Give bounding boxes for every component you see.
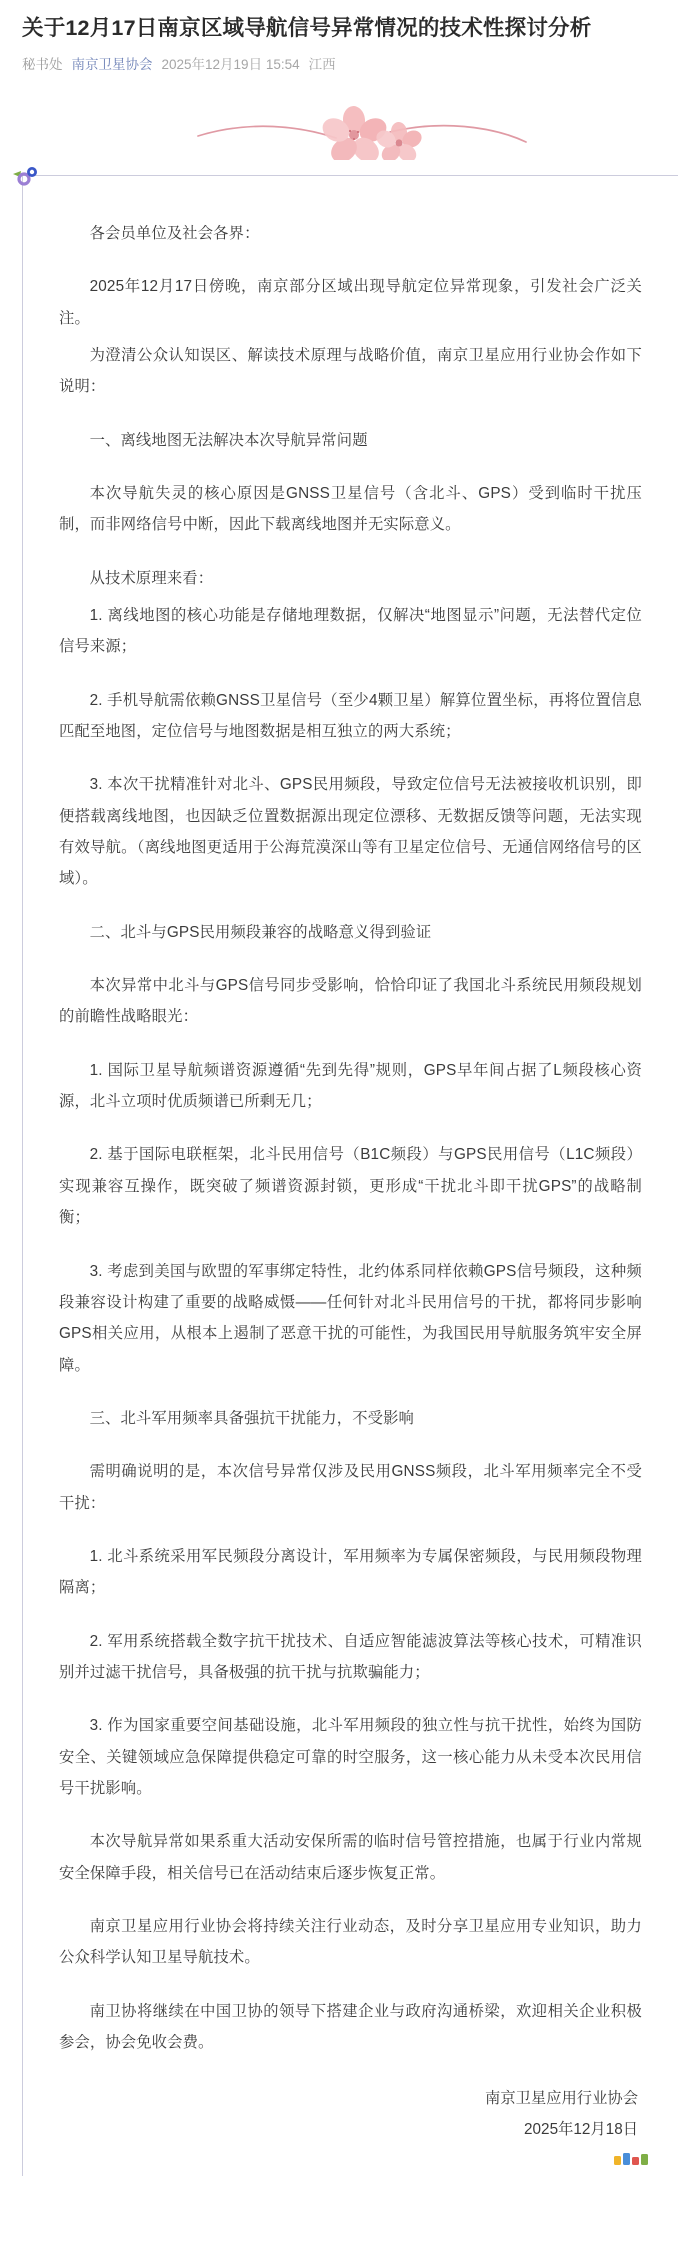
cherry-blossom-icon bbox=[140, 98, 560, 160]
section-2-heading: 二、北斗与GPS民用频段兼容的战略意义得到验证 bbox=[89, 923, 432, 941]
section-1-item-2: 2. 手机导航需依赖GNSS卫星信号（至少4颗卫星）解算位置坐标，再将位置信息匹配至地图，定位信号与地图数据是相互独立的两大系统； bbox=[59, 691, 642, 741]
section-2-item-2: 2. 基于国际电联框架，北斗民用信号（B1C频段）与GPS民用信号（L1C频段）实现兼容互操作，既突破了频谱资源封锁，更形成“干扰北斗即干扰GPS”的战略制衡； bbox=[59, 1146, 642, 1227]
closing-paragraph-1: 本次导航异常如果系重大活动安保所需的临时信号管控措施，也属于行业内常规安全保障手段，相关信号已在活动结束后逐步恢复正常。 bbox=[59, 1833, 642, 1882]
closing-paragraph-2: 南京卫星应用行业协会将持续关注行业动态，及时分享卫星应用专业知识，助力公众科学认知卫星导航技术。 bbox=[59, 1918, 642, 1967]
section-2-item-1: 1. 国际卫星导航频谱资源遵循“先到先得”规则，GPS早年间占据了L频段核心资源，北斗立项时优质频谱已所剩无几； bbox=[59, 1061, 642, 1111]
section-3-item-2: 2. 军用系统搭载全数字抗干扰技术、自适应智能滤波算法等核心技术，可精准识别并过滤干扰信号，具备极强的抗干扰与抗欺骗能力； bbox=[59, 1632, 642, 1681]
article-body bbox=[59, 218, 642, 2146]
signature-date: 2025年12月18日 bbox=[524, 2120, 638, 2138]
section-3-heading: 三、北斗军用频率具备强抗干扰能力，不受影响 bbox=[89, 1409, 414, 1427]
signature-organization: 南京卫星应用行业协会 bbox=[485, 2090, 638, 2108]
bottom-color-bars-icon bbox=[614, 2152, 654, 2166]
section-1-lead: 从技术原理来看： bbox=[89, 569, 214, 587]
section-2-paragraph: 本次异常中北斗与GPS信号同步受影响，恰恰印证了我国北斗系统民用频段规划的前瞻性战略眼光： bbox=[59, 977, 642, 1026]
section-1-item-3: 3. 本次干扰精准针对北斗、GPS民用频段，导致定位信号无法被接收机识别，即便搭载离线地图，也因缺乏位置数据源出现定位漂移、无数据反馈等问题，无法实现有效导航。（离线地图更适用于公海荒漠深山等有卫星定位信号、无通信网络信号的区域）。 bbox=[59, 776, 642, 888]
intro-paragraph-2: 为澄清公众认知误区、解读技术原理与战略价值，南京卫星应用行业协会作如下说明： bbox=[59, 346, 642, 396]
article-header bbox=[0, 0, 700, 75]
page-title: 关于12月17日南京区域导航信号异常情况的技术性探讨分析 bbox=[22, 16, 592, 40]
article-content-card bbox=[22, 175, 678, 2176]
section-3-paragraph: 需明确说明的是，本次信号异常仅涉及民用GNSS频段，北斗军用频率完全不受干扰： bbox=[59, 1463, 642, 1512]
signature-block bbox=[59, 2084, 642, 2145]
byline-region: 江西 bbox=[308, 57, 336, 73]
byline-author: 秘书处 bbox=[22, 57, 63, 73]
byline-account-link[interactable]: 南京卫星协会 bbox=[71, 57, 153, 73]
byline bbox=[22, 56, 678, 75]
byline-date: 2025年12月19日 15:54 bbox=[161, 57, 300, 73]
flower-divider-decoration bbox=[0, 97, 700, 161]
section-2-item-3: 3. 考虑到美国与欧盟的军事绑定特性，北约体系同样依赖GPS信号频段，这种频段兼容设计构建了重要的战略威慑——任何针对北斗民用信号的干扰，都将同步影响GPS相关应用，从根本上遏制了恶意干扰的可能性，为我国民用导航服务筑牢安全屏障。 bbox=[59, 1262, 642, 1374]
section-1-heading: 一、离线地图无法解决本次导航异常问题 bbox=[89, 431, 368, 449]
section-3-item-1: 1. 北斗系统采用军民频段分离设计，军用频率为专属保密频段，与民用频段物理隔离； bbox=[59, 1547, 642, 1597]
section-3-item-3: 3. 作为国家重要空间基础设施，北斗军用频段的独立性与抗干扰性，始终为国防安全、关键领域应急保障提供稳定可靠的时空服务，这一核心能力从未受本次民用信号干扰影响。 bbox=[59, 1717, 642, 1797]
section-1-item-1: 1. 离线地图的核心功能是存储地理数据，仅解决“地图显示”问题，无法替代定位信号来源； bbox=[59, 607, 642, 656]
salutation: 各会员单位及社会各界： bbox=[89, 224, 260, 242]
corner-flower-icon bbox=[12, 165, 42, 189]
closing-paragraph-3: 南卫协将继续在中国卫协的领导下搭建企业与政府沟通桥梁，欢迎相关企业积极参会，协会免收会费。 bbox=[59, 2002, 642, 2052]
section-1-paragraph: 本次导航失灵的核心原因是GNSS卫星信号（含北斗、GPS）受到临时干扰压制，而非网络信号中断，因此下载离线地图并无实际意义。 bbox=[59, 484, 642, 534]
intro-paragraph-1: 2025年12月17日傍晚，南京部分区域出现导航定位异常现象，引发社会广泛关注。 bbox=[59, 278, 642, 327]
